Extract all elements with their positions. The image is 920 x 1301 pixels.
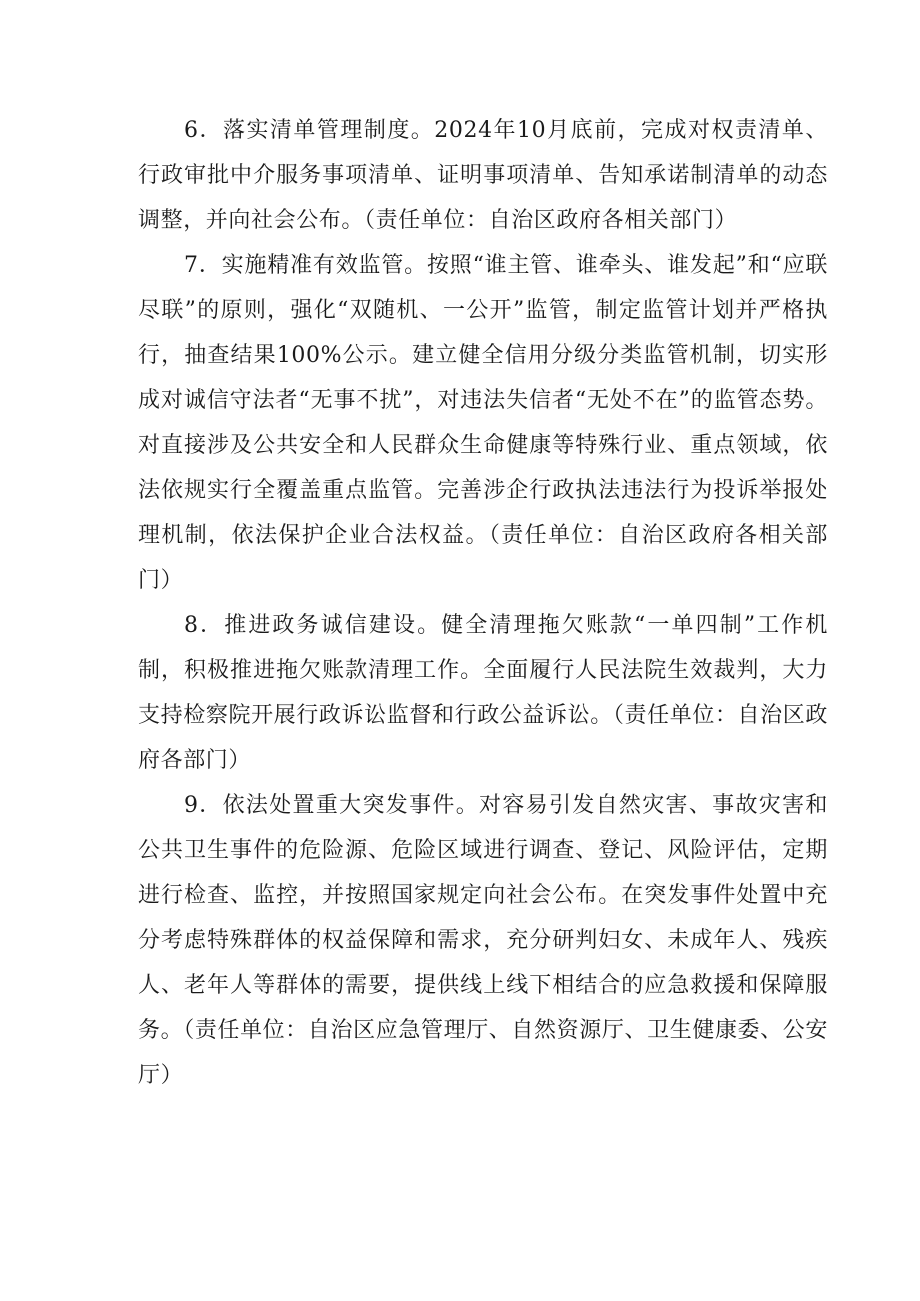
- paragraph-item-9: 9．依法处置重大突发事件。对容易引发自然灾害、事故灾害和公共卫生事件的危险源、危险区域进行调查、登记、风险评估，定期进行检查、监控，并按照国家规定向社会公布。在突发事件处置中充分考虑特殊群体的权益保障和需求，充分研判妇女、未成年人、残疾人、老年人等群体的需要，提供线上线下相结合的应急救援和保障服务。（责任单位：自治区应急管理厅、自然资源厅、卫生健康委、公安厅）: [138, 793, 828, 1088]
- paragraph-item-8: 8．推进政务诚信建设。健全清理拖欠账款“一单四制”工作机制，积极推进拖欠账款清理工作。全面履行人民法院生效裁判，大力支持检察院开展行政诉讼监督和行政公益诉讼。（责任单位：自治区政府各部门）: [138, 613, 828, 773]
- paragraph-item-7: 7．实施精准有效监管。按照“谁主管、谁牵头、谁发起”和“应联尽联”的原则，强化“双随机、一公开”监管，制定监管计划并严格执行，抽查结果100%公示。建立健全信用分级分类监管机制，切实形成对诚信守法者“无事不扰”，对违法失信者“无处不在”的监管态势。对直接涉及公共安全和人民群众生命健康等特殊行业、重点领域，依法依规实行全覆盖重点监管。完善涉企行政执法违法行为投诉举报处理机制，依法保护企业合法权益。（责任单位：自治区政府各相关部门）: [138, 253, 828, 593]
- document-body: [138, 108, 828, 1098]
- paragraph-item-6: 6．落实清单管理制度。2024年10月底前，完成对权责清单、行政审批中介服务事项清单、证明事项清单、告知承诺制清单的动态调整，并向社会公布。（责任单位：自治区政府各相关部门）: [138, 118, 828, 233]
